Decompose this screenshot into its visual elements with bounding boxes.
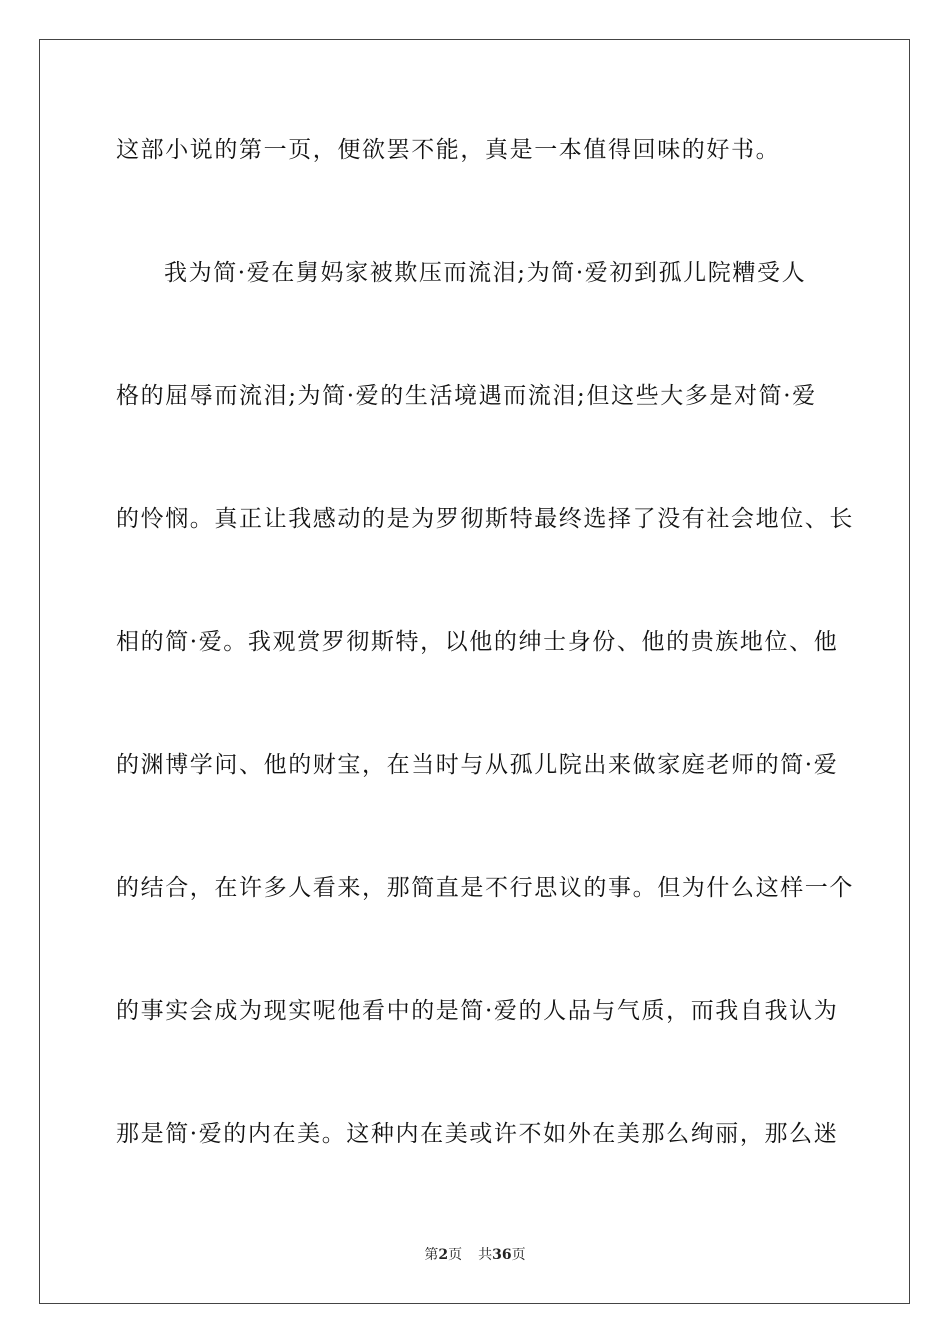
page-number: 2 [438, 1247, 449, 1263]
text-line: 格的屈辱而流泪;为简·爱的生活境遇而流泪;但这些大多是对简·爱 [116, 383, 817, 409]
text-line: 相的简·爱。我观赏罗彻斯特，以他的绅士身份、他的贵族地位、他 [116, 629, 839, 655]
page-border [39, 39, 910, 1304]
total-prefix: 共 [478, 1247, 493, 1263]
page-footer [0, 1246, 950, 1264]
page-suffix: 页 [448, 1247, 463, 1263]
text-line: 的渊博学问、他的财宝，在当时与从孤儿院出来做家庭老师的简·爱 [116, 752, 839, 778]
text-line: 那是简·爱的内在美。这种内在美或许不如外在美那么绚丽，那么迷 [116, 1121, 839, 1147]
total-suffix: 页 [511, 1247, 526, 1263]
text-line: 这部小说的第一页，便欲罢不能，真是一本值得回味的好书。 [116, 137, 781, 163]
text-line: 的结合，在许多人看来，那简直是不行思议的事。但为什么这样一个 [116, 875, 854, 901]
page-prefix: 第 [424, 1247, 439, 1263]
total-pages: 36 [492, 1247, 512, 1263]
text-line: 的事实会成为现实呢他看中的是简·爱的人品与气质，而我自我认为 [116, 998, 839, 1024]
text-line: 的怜悯。真正让我感动的是为罗彻斯特最终选择了没有社会地位、长 [116, 506, 854, 532]
paragraph-first-line: 我为简·爱在舅妈家被欺压而流泪;为简·爱初到孤儿院糟受人 [164, 260, 807, 286]
